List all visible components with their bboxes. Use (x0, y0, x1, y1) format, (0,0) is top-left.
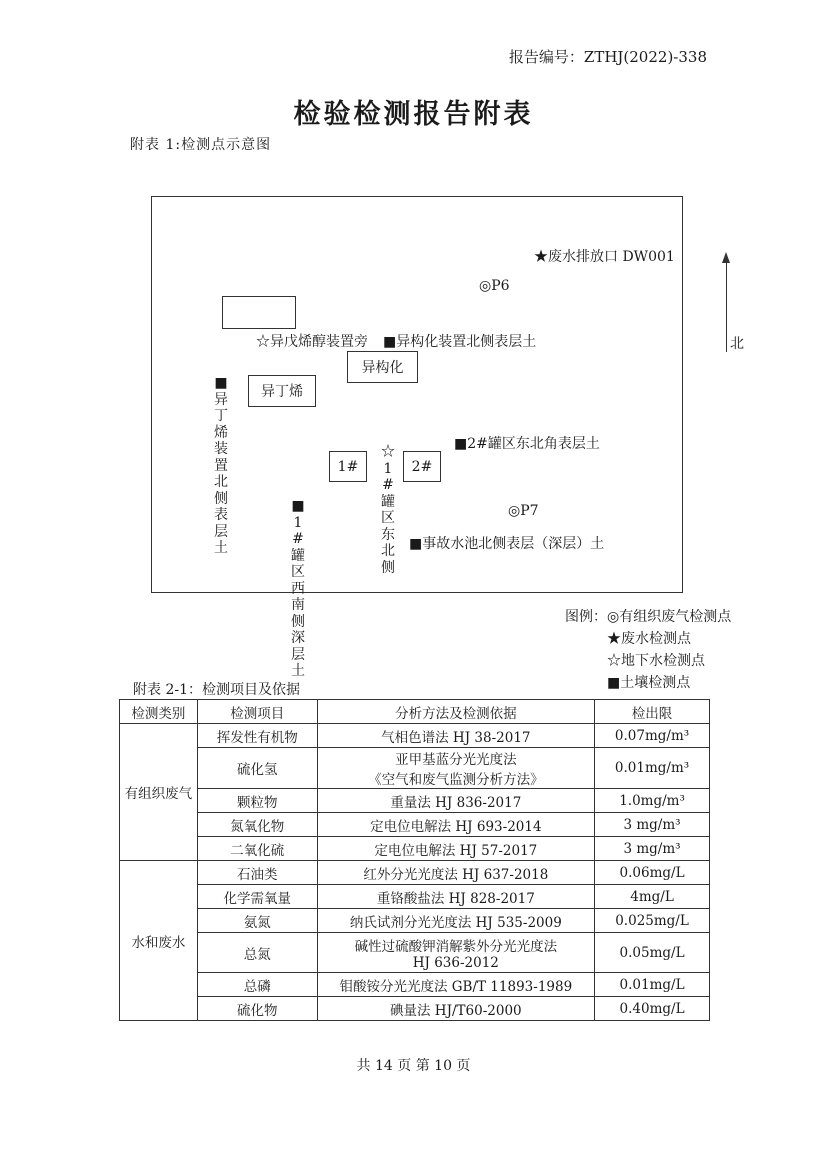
table-row (120, 933, 710, 973)
item-cell: 二氧化硫 (197, 837, 317, 861)
method-line: HJ 636-2012 (412, 954, 499, 971)
detection-table (119, 699, 710, 1021)
tank2-box: 2# (403, 451, 441, 482)
label-isomer-north: ■异构化装置北侧表层土 (383, 334, 537, 350)
label-dw001: ★废水排放口 DW001 (534, 249, 675, 265)
item-cell: 总磷 (197, 973, 317, 997)
label-accident-pool: ■事故水池北侧表层（深层）土 (409, 536, 605, 552)
table-row (120, 909, 710, 933)
item-cell: 石油类 (197, 861, 317, 885)
item-cell: 化学需氧量 (197, 885, 317, 909)
table-row (120, 813, 710, 837)
table-header-row (120, 700, 710, 724)
label-p7: ◎P7 (508, 503, 539, 519)
appendix2-title: 附表 2-1：检测项目及依据 (133, 682, 300, 698)
north-arrow-shaft (726, 256, 727, 352)
method-cell: 定电位电解法 HJ 57-2017 (317, 837, 594, 861)
table-row (120, 748, 710, 789)
limit-cell: 0.06mg/L (595, 861, 710, 885)
method-cell: 碘量法 HJ/T60-2000 (317, 997, 594, 1021)
page-title: 检验检测报告附表 (293, 99, 534, 130)
limit-cell: 0.05mg/L (595, 933, 710, 973)
report-number: 报告编号：ZTHJ(2022)-338 (508, 48, 707, 66)
legend-title: 图例： (565, 609, 607, 625)
limit-cell: 0.025mg/L (595, 909, 710, 933)
item-cell: 总氮 (197, 933, 317, 973)
method-cell: 钼酸铵分光光度法 GB/T 11893-1989 (317, 973, 594, 997)
item-cell: 氮氧化物 (197, 813, 317, 837)
limit-cell: 3 mg/m³ (595, 813, 710, 837)
method-cell: 重量法 HJ 836-2017 (317, 789, 594, 813)
item-cell: 硫化物 (197, 997, 317, 1021)
label-tank2-ne: ■2#罐区东北角表层土 (454, 436, 600, 452)
item-cell: 颗粒物 (197, 789, 317, 813)
item-cell: 挥发性有机物 (197, 724, 317, 748)
limit-cell: 3 mg/m³ (595, 837, 710, 861)
label-tank1-sw: ■1#罐区西南侧深层土 (291, 498, 305, 679)
label-isopentene-side: ☆异戊烯醇装置旁 (256, 334, 368, 350)
isomerization-unit-box: 异构化 (347, 351, 418, 383)
table-row (120, 724, 710, 748)
unlabeled-unit-box (222, 296, 296, 329)
table-row (120, 997, 710, 1021)
table-row (120, 885, 710, 909)
table-row (120, 789, 710, 813)
table-row (120, 837, 710, 861)
limit-cell: 4mg/L (595, 885, 710, 909)
north-arrow-icon (722, 252, 730, 263)
header-method: 分析方法及检测依据 (317, 700, 594, 724)
method-cell: 纳氏试剂分光光度法 HJ 535-2009 (317, 909, 594, 933)
table-row (120, 973, 710, 997)
method-line: 亚甲基蓝分光光度法 (395, 752, 517, 768)
isobutene-unit-box: 异丁烯 (248, 375, 316, 407)
limit-cell: 0.07mg/m³ (595, 724, 710, 748)
legend-item-soil: ■土壤检测点 (607, 675, 691, 691)
method-cell: 红外分光光度法 HJ 637-2018 (317, 861, 594, 885)
method-line: 碱性过硫酸钾消解紫外分光光度法 (354, 938, 558, 955)
legend-item-wastewater: ★废水检测点 (607, 631, 691, 647)
label-tank1-ne: ☆1#罐区东北侧 (381, 444, 395, 576)
north-label: 北 (730, 336, 744, 352)
header-limit: 检出限 (595, 700, 710, 724)
header-category: 检测类别 (120, 700, 198, 724)
category-cell: 有组织废气 (120, 724, 198, 861)
legend-item-exhaust: ◎有组织废气检测点 (607, 609, 732, 625)
label-butene-north: ■异丁烯装置北侧表层土 (214, 375, 228, 556)
limit-cell: 0.01mg/m³ (595, 748, 710, 789)
limit-cell: 1.0mg/m³ (595, 789, 710, 813)
method-cell: 重铬酸盐法 HJ 828-2017 (317, 885, 594, 909)
appendix1-title: 附表 1:检测点示意图 (130, 137, 272, 153)
method-cell (317, 933, 594, 973)
method-cell (317, 748, 594, 789)
item-cell: 硫化氢 (197, 748, 317, 789)
item-cell: 氨氮 (197, 909, 317, 933)
legend-item-groundwater: ☆地下水检测点 (607, 653, 705, 669)
method-cell: 定电位电解法 HJ 693-2014 (317, 813, 594, 837)
table-row (120, 861, 710, 885)
page-footer: 共 14 页 第 10 页 (356, 1058, 471, 1074)
header-item: 检测项目 (197, 700, 317, 724)
category-cell: 水和废水 (120, 861, 198, 1021)
tank1-box: 1# (329, 451, 367, 482)
method-line: 《空气和废气监测分析方法》 (368, 772, 544, 788)
method-cell: 气相色谱法 HJ 38-2017 (317, 724, 594, 748)
label-p6: ◎P6 (479, 278, 510, 294)
limit-cell: 0.01mg/L (595, 973, 710, 997)
limit-cell: 0.40mg/L (595, 997, 710, 1021)
